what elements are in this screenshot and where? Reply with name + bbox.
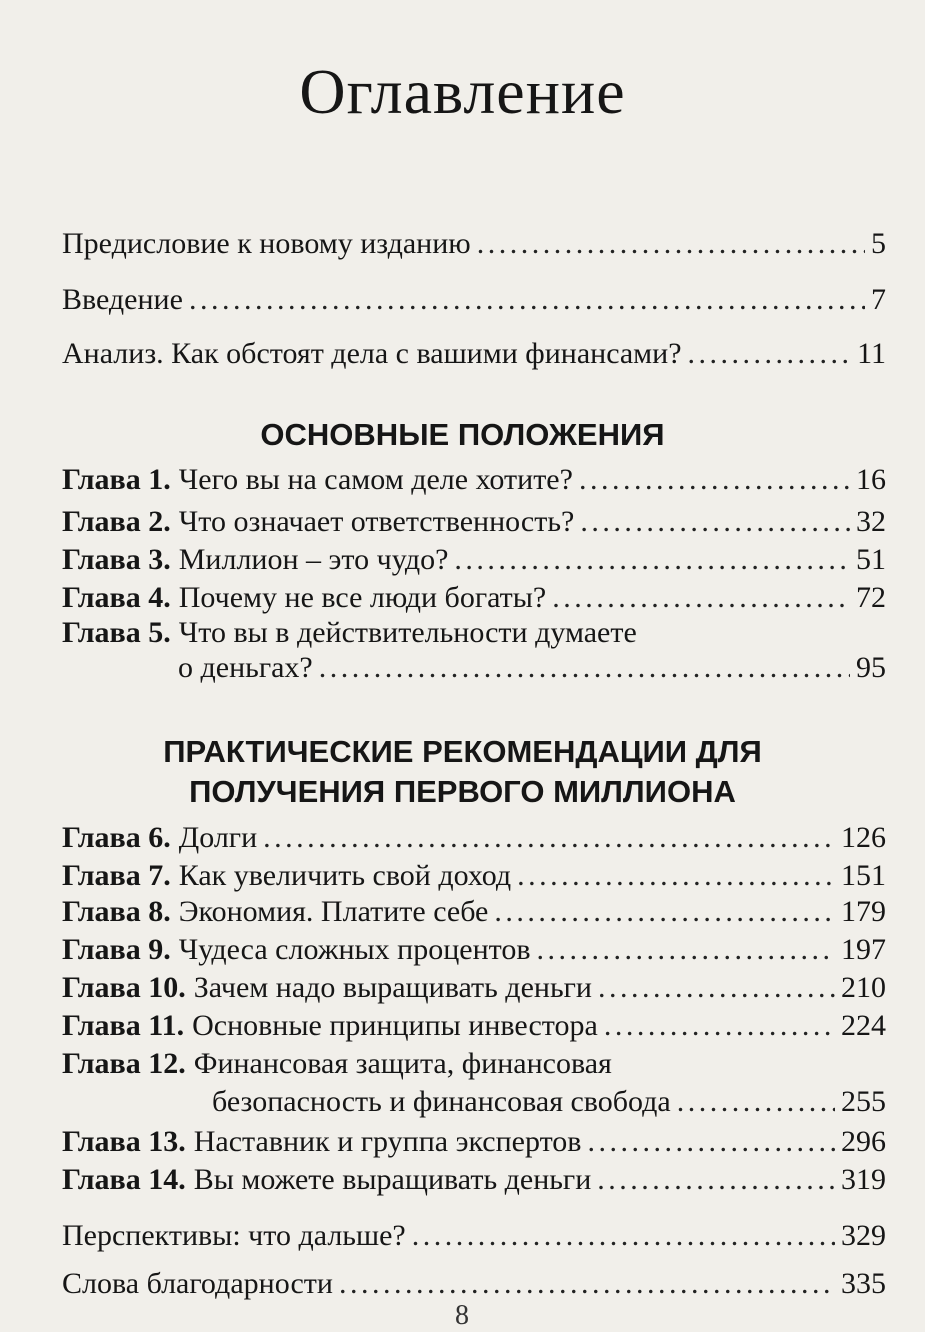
- leader-dots: [339, 1266, 835, 1302]
- chapter-number: Глава 9.: [62, 933, 171, 966]
- toc-chapter-1: [62, 462, 886, 498]
- toc-chapter-13: [62, 1124, 886, 1160]
- toc-chapter-12-line2: [212, 1084, 886, 1120]
- chapter-title: Что означает ответственность?: [178, 505, 575, 538]
- section-heading-practical-line2: ПОЛУЧЕНИЯ ПЕРВОГО МИЛЛИОНА: [189, 774, 736, 809]
- chapter-title-continued: о деньгах?: [178, 651, 313, 684]
- toc-chapter-10: [62, 970, 886, 1006]
- chapter-page: 95: [856, 651, 886, 684]
- toc-chapter-5-line1: [62, 615, 637, 651]
- leader-dots: [454, 542, 850, 578]
- leader-dots: [494, 894, 835, 930]
- leader-dots: [597, 1162, 835, 1198]
- leader-dots: [677, 1084, 835, 1120]
- chapter-title: Чудеса сложных процентов: [178, 933, 531, 966]
- toc-chapter-4: [62, 580, 886, 616]
- chapter-number: Глава 7.: [62, 859, 171, 892]
- leader-dots: [587, 1124, 835, 1160]
- toc-entry-preface: [62, 226, 886, 262]
- chapter-page: 296: [841, 1125, 886, 1158]
- leader-dots: [552, 580, 850, 616]
- toc-chapter-12-line1: [62, 1046, 612, 1082]
- toc-chapter-9: [62, 932, 886, 968]
- chapter-number: Глава 11.: [62, 1009, 185, 1042]
- chapter-title: Зачем надо выращивать деньги: [193, 971, 592, 1004]
- page-title: Оглавление: [299, 56, 626, 127]
- entry-label: Предисловие к новому изданию: [62, 227, 471, 260]
- chapter-page: 51: [856, 543, 886, 576]
- chapter-title: Долги: [178, 821, 258, 854]
- chapter-title: Наставник и группа экспертов: [193, 1125, 582, 1158]
- chapter-number: Глава 12.: [62, 1047, 186, 1080]
- chapter-title: Чего вы на самом деле хотите?: [178, 463, 573, 496]
- toc-chapter-14: [62, 1162, 886, 1198]
- leader-dots: [517, 858, 835, 894]
- chapter-title: Экономия. Платите себе: [178, 895, 489, 928]
- chapter-page: 197: [841, 933, 886, 966]
- chapter-page: 319: [841, 1163, 886, 1196]
- entry-page: 329: [841, 1219, 886, 1252]
- chapter-number: Глава 8.: [62, 895, 171, 928]
- leader-dots: [580, 504, 850, 540]
- toc-chapter-5-line2: [178, 650, 886, 686]
- chapter-page: 210: [841, 971, 886, 1004]
- toc-entry-perspectives: [62, 1218, 886, 1254]
- entry-label: Анализ. Как обстоят дела с вашими финансами?: [62, 337, 682, 370]
- chapter-number: Глава 1.: [62, 463, 171, 496]
- section-heading-basics: ОСНОВНЫЕ ПОЛОЖЕНИЯ: [260, 417, 665, 452]
- leader-dots: [477, 226, 865, 262]
- leader-dots: [189, 282, 865, 318]
- chapter-page: 16: [856, 463, 886, 496]
- entry-page: 5: [871, 227, 886, 260]
- toc-entry-introduction: [62, 282, 886, 318]
- entry-label: Введение: [62, 283, 183, 316]
- leader-dots: [604, 1008, 835, 1044]
- chapter-page: 179: [841, 895, 886, 928]
- toc-chapter-8: [62, 894, 886, 930]
- chapter-page: 32: [856, 505, 886, 538]
- toc-chapter-3: [62, 542, 886, 578]
- leader-dots: [263, 820, 835, 856]
- chapter-title: Что вы в действительности думаете: [178, 616, 637, 649]
- chapter-number: Глава 6.: [62, 821, 171, 854]
- chapter-page: 255: [841, 1085, 886, 1118]
- toc-chapter-2: [62, 504, 886, 540]
- entry-label: Перспективы: что дальше?: [62, 1219, 406, 1252]
- chapter-number: Глава 3.: [62, 543, 171, 576]
- leader-dots: [537, 932, 835, 968]
- chapter-title: Почему не все люди богаты?: [178, 581, 547, 614]
- section-heading-practical-line1: ПРАКТИЧЕСКИЕ РЕКОМЕНДАЦИИ ДЛЯ: [163, 734, 762, 769]
- chapter-number: Глава 2.: [62, 505, 171, 538]
- entry-page: 7: [871, 283, 886, 316]
- chapter-page: 72: [856, 581, 886, 614]
- chapter-number: Глава 4.: [62, 581, 171, 614]
- chapter-page: 151: [841, 859, 886, 892]
- chapter-title: Финансовая защита, финансовая: [193, 1047, 612, 1080]
- entry-page: 11: [857, 337, 886, 370]
- page-number: 8: [455, 1300, 469, 1331]
- toc-chapter-11: [62, 1008, 886, 1044]
- toc-chapter-6: [62, 820, 886, 856]
- toc-entry-analysis: [62, 336, 886, 372]
- chapter-page: 224: [841, 1009, 886, 1042]
- leader-dots: [598, 970, 835, 1006]
- leader-dots: [412, 1218, 835, 1254]
- chapter-title: Миллион – это чудо?: [178, 543, 449, 576]
- leader-dots: [319, 650, 850, 686]
- chapter-number: Глава 5.: [62, 616, 171, 649]
- chapter-number: Глава 10.: [62, 971, 186, 1004]
- entry-label: Слова благодарности: [62, 1267, 333, 1300]
- chapter-title: Вы можете выращивать деньги: [193, 1163, 592, 1196]
- leader-dots: [579, 462, 850, 498]
- chapter-page: 126: [841, 821, 886, 854]
- toc-entry-acknowledgements: [62, 1266, 886, 1302]
- chapter-number: Глава 13.: [62, 1125, 186, 1158]
- chapter-title: Как увеличить свой доход: [178, 859, 512, 892]
- chapter-title: Основные принципы инвестора: [192, 1009, 598, 1042]
- chapter-number: Глава 14.: [62, 1163, 186, 1196]
- toc-chapter-7: [62, 858, 886, 894]
- leader-dots: [688, 336, 852, 372]
- chapter-title-continued: безопасность и финансовая свобода: [212, 1085, 671, 1118]
- entry-page: 335: [841, 1267, 886, 1300]
